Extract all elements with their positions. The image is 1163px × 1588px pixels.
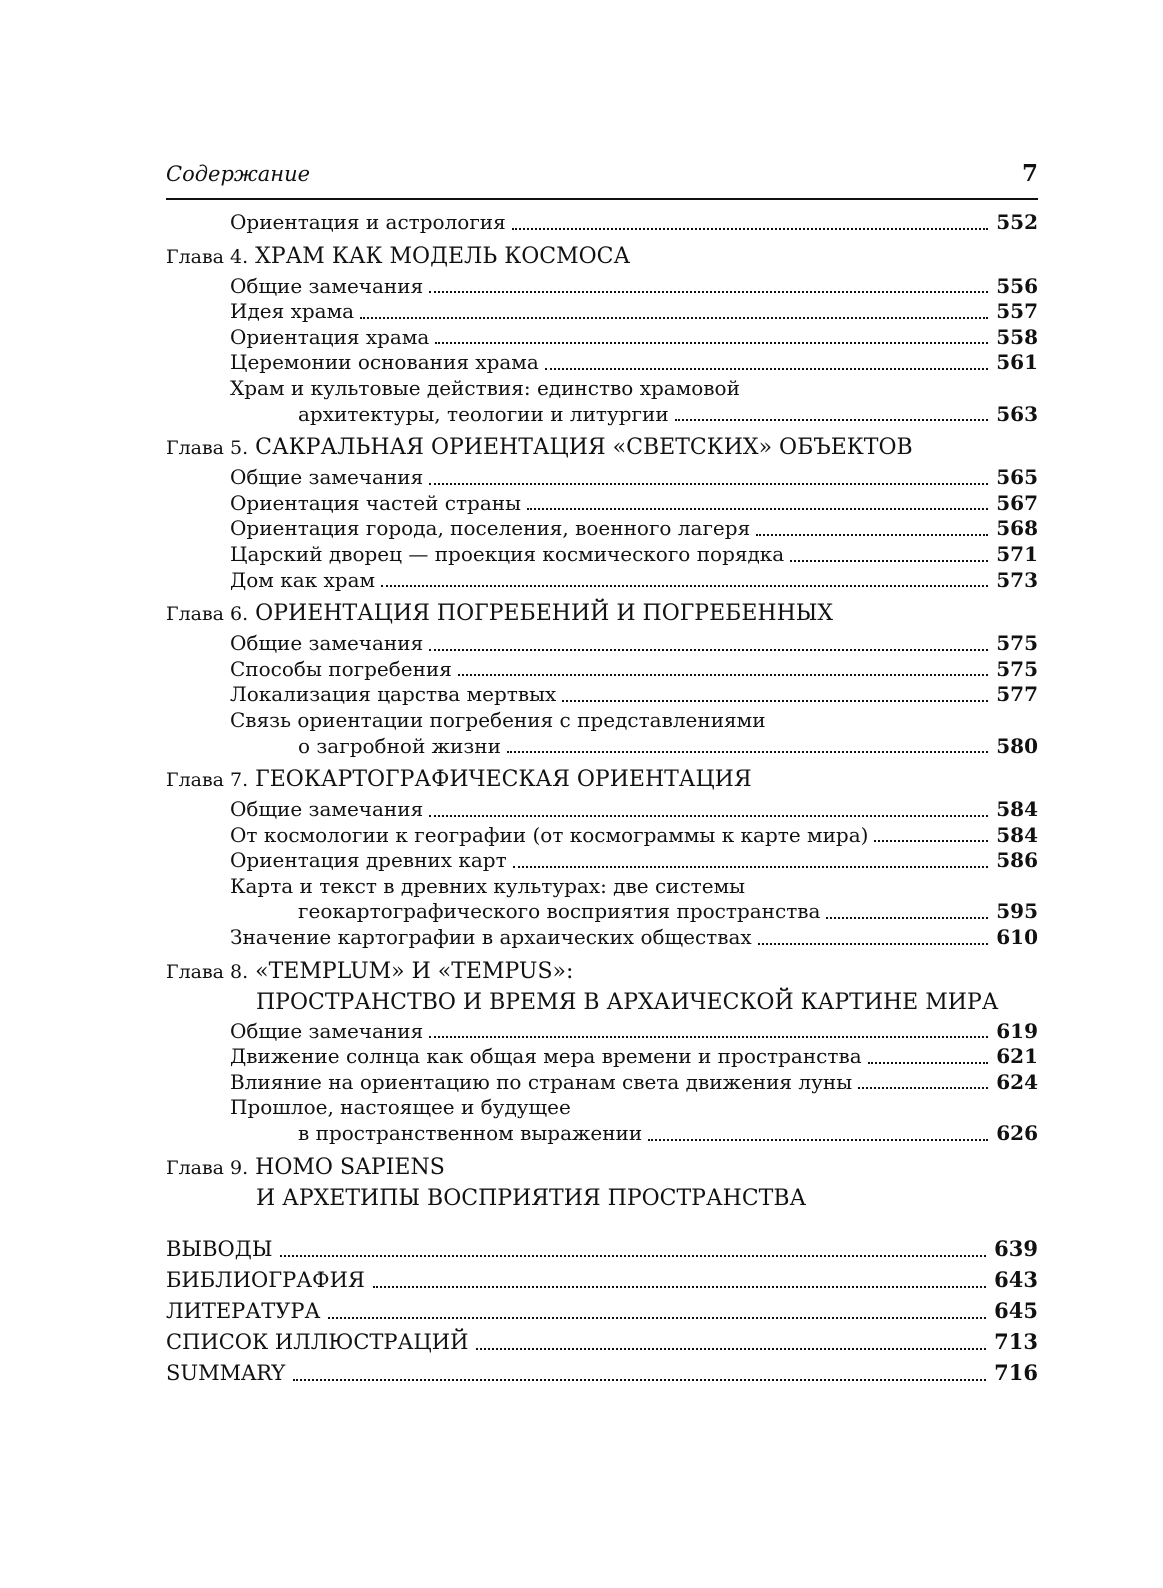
toc-entry[interactable] <box>166 465 1038 491</box>
entry-title: в пространственном выражении <box>298 1121 643 1146</box>
entry-title: геокартографического восприятия пространства <box>298 899 821 924</box>
dot-leader <box>675 402 989 428</box>
entry-title: Влияние на ориентацию по странам света движения луны <box>230 1069 853 1094</box>
dot-leader <box>360 299 988 325</box>
entry-title: Общие замечания <box>230 631 424 656</box>
toc-entry[interactable] <box>166 734 1038 760</box>
toc-entry[interactable] <box>166 925 1038 951</box>
entry-page: 639 <box>994 1235 1038 1261</box>
dot-leader <box>476 1326 986 1357</box>
chapter-label: Глава 9. <box>166 1156 249 1179</box>
page-number: 7 <box>1021 160 1038 187</box>
back-matter-entry[interactable] <box>166 1295 1038 1326</box>
dot-leader <box>868 1044 989 1070</box>
dot-leader <box>507 734 988 760</box>
chapter-title: «TEMPLUM» И «TEMPUS»: <box>255 958 574 984</box>
entry-page: 645 <box>994 1297 1038 1323</box>
entry-page: 619 <box>996 1018 1038 1043</box>
entry-page: 624 <box>996 1069 1038 1094</box>
dot-leader <box>381 568 988 594</box>
chapter-title: ХРАМ КАК МОДЕЛЬ КОСМОСА <box>255 243 631 269</box>
dot-leader <box>435 325 988 351</box>
chapter-title-line2[interactable]: ПРОСТРАНСТВО И ВРЕМЯ В АРХАИЧЕСКОЙ КАРТИНЕ МИРА <box>256 989 999 1015</box>
toc-entry[interactable] <box>166 402 1038 428</box>
entry-page: 577 <box>996 682 1038 707</box>
entry-title: Дом как храм <box>230 567 376 592</box>
toc-entry[interactable] <box>166 797 1038 823</box>
entry-title: Движение солнца как общая мера времени и пространства <box>230 1044 862 1069</box>
entry-page: 571 <box>996 541 1038 566</box>
entry-page: 580 <box>996 733 1038 758</box>
toc-entry[interactable] <box>166 274 1038 300</box>
running-head <box>166 158 1038 200</box>
entry-title: Ориентация города, поселения, военного лагеря <box>230 516 751 541</box>
toc-entry[interactable] <box>166 542 1038 568</box>
dot-leader <box>527 491 988 517</box>
dot-leader <box>648 1121 988 1147</box>
entry-title: Общие замечания <box>230 465 424 490</box>
dot-leader <box>790 542 988 568</box>
dot-leader <box>429 274 988 300</box>
entry-title: ВЫВОДЫ <box>166 1236 273 1261</box>
chapter-heading-5[interactable] <box>166 433 1038 463</box>
dot-leader <box>458 657 988 683</box>
dot-leader <box>758 925 989 951</box>
toc-entry[interactable] <box>166 325 1038 351</box>
entry-title: Локализация царства мертвых <box>230 682 557 707</box>
entry-page: 568 <box>996 516 1038 541</box>
entry-page: 621 <box>996 1044 1038 1069</box>
entry-page: 552 <box>996 210 1038 234</box>
entry-title: о загробной жизни <box>298 733 501 758</box>
dot-leader <box>429 465 988 491</box>
entry-title: ЛИТЕРАТУРА <box>166 1298 321 1323</box>
chapter-title: ГЕОКАРТОГРАФИЧЕСКАЯ ОРИЕНТАЦИЯ <box>255 767 752 793</box>
chapter-heading-4[interactable] <box>166 242 1038 272</box>
entry-title: Способы погребения <box>230 656 452 681</box>
toc-entry[interactable] <box>166 1121 1038 1147</box>
entry-page: 610 <box>996 925 1038 950</box>
back-matter <box>166 1233 1038 1388</box>
entry-page: 556 <box>996 273 1038 298</box>
dot-leader <box>373 1264 986 1295</box>
entry-title: Ориентация частей страны <box>230 490 522 515</box>
toc-entry[interactable] <box>166 516 1038 542</box>
dot-leader <box>512 210 989 236</box>
toc-entry[interactable] <box>166 899 1038 925</box>
chapter-title: ОРИЕНТАЦИЯ ПОГРЕБЕНИЙ И ПОГРЕБЕННЫХ <box>255 601 834 627</box>
toc-entry[interactable] <box>166 1070 1038 1096</box>
dot-leader <box>858 1070 988 1096</box>
entry-title: СПИСОК ИЛЛЮСТРАЦИЙ <box>166 1329 469 1354</box>
chapter-label: Глава 5. <box>166 437 249 460</box>
chapter-title: САКРАЛЬНАЯ ОРИЕНТАЦИЯ «СВЕТСКИХ» ОБЪЕКТОВ <box>255 435 913 461</box>
chapter-title: HOMO SAPIENS <box>255 1154 445 1180</box>
entry-title: Церемонии основания храма <box>230 350 539 375</box>
entry-title: Ориентация и астрология <box>230 210 506 234</box>
entry-title: Общие замечания <box>230 273 424 298</box>
entry-title-line1[interactable]: Связь ориентации погребения с представлениями <box>230 707 766 732</box>
entry-title: архитектуры, теологии и литургии <box>298 401 669 426</box>
back-matter-entry[interactable] <box>166 1233 1038 1264</box>
entry-title: БИБЛИОГРАФИЯ <box>166 1267 365 1292</box>
entry-page: 567 <box>996 490 1038 515</box>
entry-page: 561 <box>996 350 1038 375</box>
dot-leader <box>874 823 988 849</box>
back-matter-entry[interactable] <box>166 1264 1038 1295</box>
dot-leader <box>756 516 988 542</box>
dot-leader <box>513 848 989 874</box>
dot-leader <box>328 1295 986 1326</box>
entry-title: Идея храма <box>230 299 355 324</box>
entry-title: Общие замечания <box>230 1018 424 1043</box>
entry-page: 584 <box>996 822 1038 847</box>
running-title: Содержание <box>166 162 311 186</box>
entry-title-line1[interactable]: Прошлое, настоящее и будущее <box>230 1095 571 1120</box>
chapter-label: Глава 7. <box>166 769 249 792</box>
toc-entry[interactable] <box>166 350 1038 376</box>
entry-page: 626 <box>996 1121 1038 1146</box>
entry-page: 565 <box>996 465 1038 490</box>
chapter-label: Глава 6. <box>166 603 249 626</box>
chapter-title-line2[interactable]: И АРХЕТИПЫ ВОСПРИЯТИЯ ПРОСТРАНСТВА <box>256 1185 807 1211</box>
toc-entry[interactable] <box>166 1019 1038 1045</box>
toc-entry[interactable] <box>166 657 1038 683</box>
entry-page: 563 <box>996 401 1038 426</box>
toc-entry[interactable] <box>166 823 1038 849</box>
toc-entry[interactable] <box>166 299 1038 325</box>
entry-title-line1[interactable]: Карта и текст в древних культурах: две системы <box>230 873 746 898</box>
chapter-heading-7[interactable] <box>166 765 1038 795</box>
back-matter-entry[interactable] <box>166 1326 1038 1357</box>
toc-entry[interactable] <box>166 848 1038 874</box>
dot-leader <box>429 797 988 823</box>
dot-leader <box>280 1233 986 1264</box>
entry-title: Ориентация храма <box>230 324 430 349</box>
chapter-heading-8[interactable] <box>166 957 1038 987</box>
chapter-label: Глава 8. <box>166 960 249 983</box>
dot-leader <box>826 899 988 925</box>
entry-page: 643 <box>994 1266 1038 1292</box>
entry-page: 584 <box>996 797 1038 822</box>
entry-page: 575 <box>996 631 1038 656</box>
toc-entry[interactable] <box>166 682 1038 708</box>
entry-page: 558 <box>996 324 1038 349</box>
entry-title: Общие замечания <box>230 797 424 822</box>
toc-page <box>166 158 1038 1388</box>
entry-title-line1[interactable]: Храм и культовые действия: единство храмовой <box>230 375 740 400</box>
toc-entry[interactable] <box>166 568 1038 594</box>
entry-page: 573 <box>996 567 1038 592</box>
chapter-heading-6[interactable] <box>166 599 1038 629</box>
entry-page: 716 <box>994 1359 1038 1385</box>
back-matter-entry[interactable] <box>166 1357 1038 1388</box>
entry-page: 595 <box>996 899 1038 924</box>
entry-title: SUMMARY <box>166 1360 286 1385</box>
dot-leader <box>545 350 988 376</box>
dot-leader <box>429 631 988 657</box>
chapter-heading-9[interactable] <box>166 1153 1038 1183</box>
entry-page: 586 <box>996 848 1038 873</box>
entry-title: Ориентация древних карт <box>230 848 507 873</box>
toc-entry[interactable] <box>166 1044 1038 1070</box>
toc-entry[interactable] <box>166 210 1038 236</box>
toc-entry[interactable] <box>166 631 1038 657</box>
entry-title: От космологии к географии (от космограммы к карте мира) <box>230 822 869 847</box>
toc-entry[interactable] <box>166 491 1038 517</box>
entry-title: Царский дворец — проекция космического порядка <box>230 541 785 566</box>
entry-title: Значение картографии в архаических обществах <box>230 925 752 950</box>
chapter-label: Глава 4. <box>166 245 249 268</box>
dot-leader <box>429 1019 988 1045</box>
entry-page: 713 <box>994 1328 1038 1354</box>
entry-page: 575 <box>996 656 1038 681</box>
dot-leader <box>293 1357 986 1388</box>
entry-page: 557 <box>996 299 1038 324</box>
dot-leader <box>562 682 988 708</box>
